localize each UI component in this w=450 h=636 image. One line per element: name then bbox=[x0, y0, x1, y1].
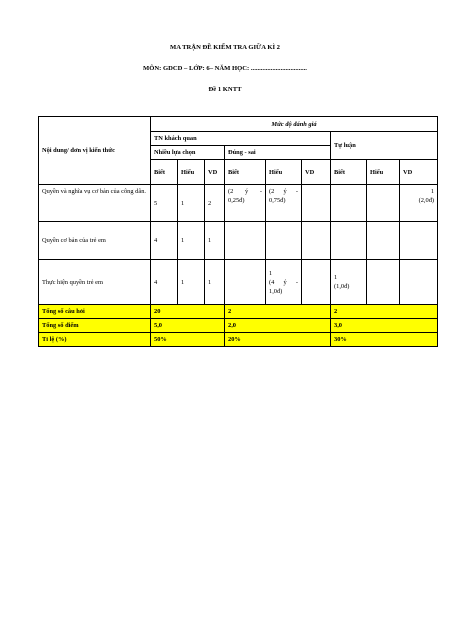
level-hieu: Hiểu bbox=[266, 160, 302, 185]
tl-vd-cell bbox=[400, 260, 438, 305]
summary-row-percentage bbox=[39, 333, 438, 347]
summary-mc-value: 20 bbox=[151, 305, 225, 319]
mc-vd-cell: 1 bbox=[205, 222, 225, 260]
mc-hieu-cell: 1 bbox=[178, 185, 205, 222]
table-row bbox=[39, 222, 438, 260]
summary-mc-value: 50% bbox=[151, 333, 225, 347]
table-row bbox=[39, 185, 438, 222]
level-hieu: Hiểu bbox=[178, 160, 205, 185]
tl-hieu-cell bbox=[367, 260, 400, 305]
mc-biet-cell: 4 bbox=[151, 260, 178, 305]
level-hieu: Hiểu bbox=[367, 160, 400, 185]
mc-hieu-cell: 1 bbox=[178, 222, 205, 260]
ds-vd-cell bbox=[302, 222, 331, 260]
summary-tl-value: 3,0 bbox=[331, 319, 438, 333]
mc-biet-cell: 4 bbox=[151, 222, 178, 260]
ds-vd-cell bbox=[302, 185, 331, 222]
mc-biet-cell: 5 bbox=[151, 185, 178, 222]
level-biet: Biết bbox=[225, 160, 266, 185]
summary-ds-value: 2,0 bbox=[225, 319, 331, 333]
level-vd: VD bbox=[302, 160, 331, 185]
ds-biet-cell bbox=[225, 260, 266, 305]
mc-vd-cell: 2 bbox=[205, 185, 225, 222]
level-vd: VD bbox=[205, 160, 225, 185]
summary-row-question-count bbox=[39, 305, 438, 319]
level-biet: Biết bbox=[331, 160, 367, 185]
header-content-unit: Nội dung/ đơn vị kiến thức bbox=[39, 117, 151, 185]
topic-cell: Thực hiện quyền trẻ em bbox=[39, 260, 151, 305]
summary-ds-value: 20% bbox=[225, 333, 331, 347]
tl-biet-cell bbox=[331, 185, 367, 222]
summary-label: Tổng số điểm bbox=[39, 319, 151, 333]
summary-ds-value: 2 bbox=[225, 305, 331, 319]
header-tu-luan: Tự luận bbox=[331, 132, 438, 160]
mc-hieu-cell: 1 bbox=[178, 260, 205, 305]
ds-vd-cell bbox=[302, 260, 331, 305]
ds-biet-cell bbox=[225, 222, 266, 260]
topic-cell: Quyền cơ bản của trẻ em bbox=[39, 222, 151, 260]
topic-cell: Quyền và nghĩa vụ cơ bản của công dân. bbox=[39, 185, 151, 222]
summary-label: Tổng số câu hỏi bbox=[39, 305, 151, 319]
level-vd: VD bbox=[400, 160, 438, 185]
header-dung-sai: Đúng - sai bbox=[225, 146, 331, 160]
summary-mc-value: 5,0 bbox=[151, 319, 225, 333]
exam-code: Đề 1 KNTT bbox=[208, 86, 242, 93]
document-subtitle: MÔN: GDCD – LỚP: 6– NĂM HỌC: .................................. bbox=[143, 65, 307, 72]
header-tn-khach-quan: TN khách quan bbox=[151, 132, 331, 146]
mc-vd-cell: 1 bbox=[205, 260, 225, 305]
header-nhieu-lua-chon: Nhiều lựa chọn bbox=[151, 146, 225, 160]
ds-hieu-cell bbox=[266, 222, 302, 260]
document-title: MA TRẬN ĐỀ KIỂM TRA GIỮA KÌ 2 bbox=[170, 44, 280, 51]
tl-hieu-cell bbox=[367, 185, 400, 222]
ds-hieu-cell: 1 (4 ý - 1,0đ) bbox=[266, 260, 302, 305]
tl-biet-cell: 1 (1,0đ) bbox=[331, 260, 367, 305]
level-biet: Biết bbox=[151, 160, 178, 185]
tl-biet-cell bbox=[331, 222, 367, 260]
tl-vd-cell: 1 (2,0đ) bbox=[400, 185, 438, 222]
ds-biet-cell: (2 ý - 0,25đ) bbox=[225, 185, 266, 222]
summary-tl-value: 30% bbox=[331, 333, 438, 347]
tl-vd-cell bbox=[400, 222, 438, 260]
ds-hieu-cell: (2 ý - 0,75đ) bbox=[266, 185, 302, 222]
summary-label: Tỉ lệ (%) bbox=[39, 333, 151, 347]
header-evaluation-level: Mức độ đánh giá bbox=[151, 117, 438, 132]
tl-hieu-cell bbox=[367, 222, 400, 260]
assessment-matrix-table bbox=[38, 116, 438, 347]
summary-row-total-score bbox=[39, 319, 438, 333]
table-row bbox=[39, 260, 438, 305]
summary-tl-value: 2 bbox=[331, 305, 438, 319]
header-row-1 bbox=[39, 117, 438, 132]
